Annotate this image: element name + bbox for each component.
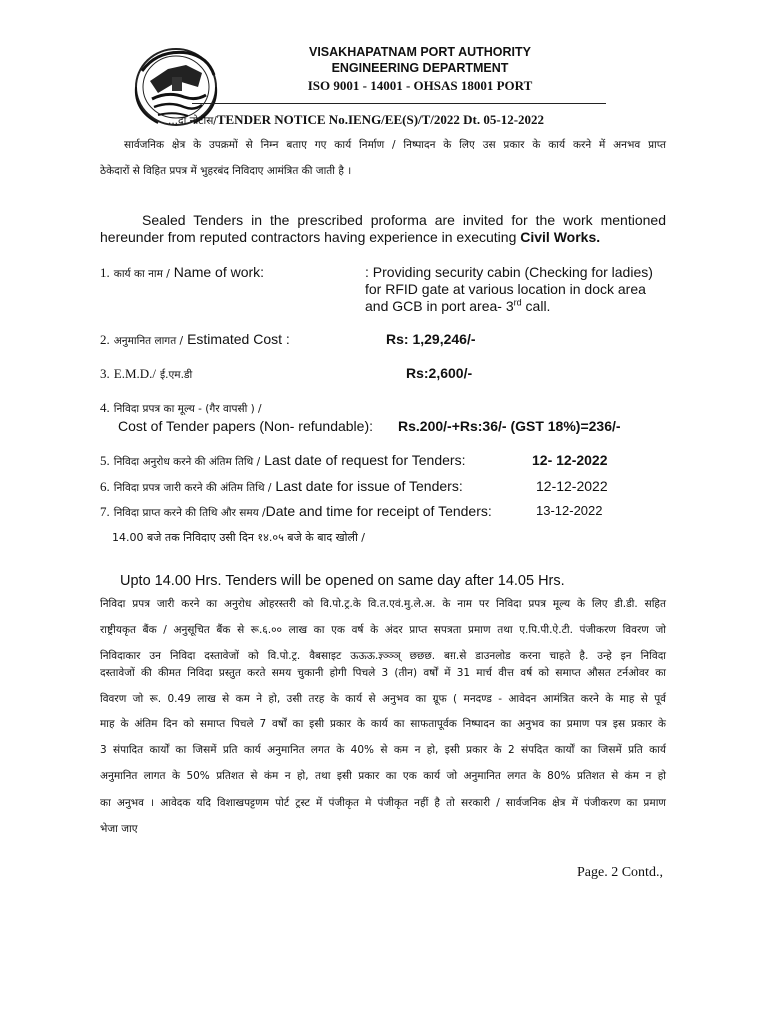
last-date-request-value: 12- 12-2022 — [532, 452, 608, 468]
intro-hindi-line-2: ठेकेदारों से विहित प्रपत्र में भुहरबंद निविदाए आमंत्रित की जाती है । — [100, 165, 352, 177]
para-hindi-line-8: अनुमानित लागत के 50% प्रतिशत से कंम न हो, तथा इसी प्रकार का एक कार्य जो अनुमानित लगत के 80% प्रतिशत से कंम न हो — [100, 770, 666, 782]
work-category: Civil Works. — [520, 229, 601, 245]
cost-of-tender-value: Rs.200/-+Rs:36/- (GST 18%)=236/- — [398, 418, 621, 434]
para-hindi-line-9: का अनुभव । आवेदक यदि विशाखपट्टणम पोर्ट ट्रस्ट में पंजीकृत मे पंजीकृत नहीं है तो सरकारी / सार्वजनिक क्षेत्र में पंजीकरण का प्रमाण — [100, 797, 666, 809]
para-hindi-line-2: राष्ट्रीयकृत बैंक / अनुसूचित बैंक से रू.६.०० लाख का एक वर्ष के अंदर प्राप्त सपत्रता प्रमाण तथा ए.पि.पी.ऐ.टी. पंजीकरण विवरण जो — [100, 624, 666, 636]
iso-line: ISO 9001 - 14001 - OHSAS 18001 PORT — [307, 78, 533, 93]
emd-value: Rs:2,600/- — [406, 365, 473, 381]
org-name: VISAKHAPATNAM PORT AUTHORITY — [309, 45, 531, 59]
para-hindi-line-7: 3 संपादित कार्यों का जिसमें प्रति कार्य अनुमानित लगत के 40% से कम न हो, इसी प्रकार के 2 संपदित कार्यों का जिसमें प्रति कार्य — [100, 744, 666, 756]
para-hindi-line-4: दस्तावेजों की कीमत निविदा प्रस्तुत करते समय चुकानी होगी पिचले 3 (तीन) वर्षों में 31 मार्च वीत्त वर्ष को समाप्त औसत टर्नओवर का — [100, 667, 666, 679]
para-hindi-line-6: माह के अंतिम दिन को समाप्त पिचले 7 वर्षों का इसी प्रकार के कार्य का साफतापूर्वक निष्पादन का अनुभव का प्रमाण पत्र इस प्रकार के — [100, 718, 666, 730]
item-last-date-request: 5. निविदा अनुरोध करने की अंतिम तिथि / Last date of request for Tenders: — [100, 452, 466, 468]
intro-hindi-line-1: सार्वजनिक क्षेत्र के उपक्रमों से निम्न बताए गए कार्य निर्माण / निष्पादन के लिए उस प्रकार के कार्य करने में अनभव प्राप्त — [124, 139, 666, 151]
date-receipt-value: 13-12-2022 — [536, 503, 603, 518]
intro-english-line-1: Sealed Tenders in the prescribed proforma are invited for the work mentioned — [142, 212, 666, 228]
tender-notice-title — [168, 111, 544, 129]
header-divider — [192, 103, 606, 104]
opening-time-english: Upto 14.00 Hrs. Tenders will be opened on same day after 14.05 Hrs. — [120, 573, 565, 589]
opening-time-hindi: 14.00 बजे तक निविदाए उसी दिन १४.०५ बजे के बाद खोली / — [112, 531, 366, 544]
para-hindi-line-10: भेजा जाए — [100, 823, 138, 835]
estimated-cost-value: Rs: 1,29,246/- — [386, 331, 476, 347]
work-description-line-3: and GCB in port area- 3rd call. — [365, 297, 551, 314]
para-hindi-line-3: निविदाकार उन निविदा दस्तावेजों को वि.पो.ट्र. वैबसाइट ऊऊऊ.ज्ञ्ञ्ञ्ञ् छछछ. बग़.से डाउनलोड करना चाहते है. उन्हे इन निविदा — [100, 650, 666, 662]
item-estimated-cost-label: 2. अनुमानित लागत / Estimated Cost : — [100, 331, 290, 347]
intro-english-line-2: hereunder from reputed contractors having experience in executing Civil Works. — [100, 229, 601, 245]
item-last-date-issue: 6. निविदा प्रपत्र जारी करने की अंतिम तिथि / Last date for issue of Tenders: — [100, 478, 463, 494]
work-description-line-2: for RFID gate at various location in dock area — [365, 281, 646, 297]
para-hindi-line-5: विवरण जो रू. 0.49 लाख से कम ने हो, उसी तरह के कार्य से अनुभव का ग्रूफ ( मनदण्ड - आवेदन आमंत्रित करने के माह से पूर्व — [100, 693, 666, 705]
department-name: ENGINEERING DEPARTMENT — [331, 61, 509, 75]
item-date-receipt: 7. निविदा प्राप्त करने की तिथि और समय /Date and time for receipt of Tenders: — [100, 503, 492, 519]
cost-of-tender-label: Cost of Tender papers (Non- refundable): — [118, 418, 373, 434]
page-continued-note: Page. 2 Contd., — [577, 865, 663, 880]
item-cost-of-tender-hindi: 4. निविदा प्रपत्र का मूल्य - (गैर वापसी ) / — [100, 400, 262, 415]
notice-number: TENDER NOTICE No.IENG/EE(S)/T/2022 Dt. 05-12-2022 — [216, 112, 545, 127]
item-emd-label: 3. E.M.D./ ई.एम.डी — [100, 366, 193, 381]
para-hindi-line-1: निविदा प्रपत्र जारी करने का अनुरोध ओहरस्तरी को वि.पो.ट्र.के वि.त.एवं.मु.ले.अ. के नाम पर निविदा प्रपत्र मूल्य के लिए डी.डी. सहित — [100, 598, 666, 610]
item-name-of-work-label: 1. कार्य का नाम / Name of work: — [100, 264, 265, 280]
work-description-line-1: : Providing security cabin (Checking for ladies) — [365, 264, 653, 280]
last-date-issue-value: 12-12-2022 — [536, 478, 608, 494]
notice-prefix-hindi: ...दा नोटीस/ — [168, 115, 217, 127]
